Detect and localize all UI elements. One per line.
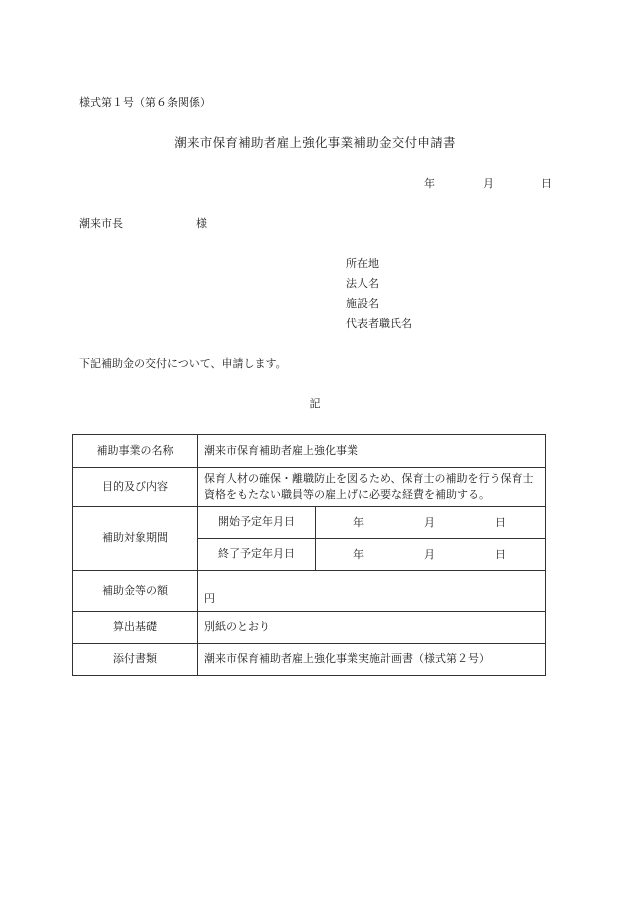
end-day-label: 日 (495, 547, 506, 561)
amount-unit: 円 (204, 591, 215, 605)
table-row (73, 612, 546, 644)
end-date-field[interactable] (316, 539, 546, 571)
period-label: 補助対象期間 (73, 507, 198, 571)
applicant-address-label: 所在地 (346, 257, 379, 270)
date-month-label: 月 (483, 177, 494, 190)
amount-label: 補助金等の額 (73, 571, 198, 612)
purpose-value: 保育人材の確保・離職防止を図るため、保育士の補助を行う保育士資格をもたない職員等の雇上げに必要な経費を補助する。 (198, 468, 546, 507)
table-row (73, 507, 546, 539)
basis-value: 別紙のとおり (198, 612, 546, 644)
grant-details-table (72, 434, 546, 676)
ki-heading: 記 (309, 397, 321, 410)
applicant-facility-label: 施設名 (346, 297, 379, 310)
addressee-honorific: 様 (196, 217, 207, 230)
end-year-label: 年 (353, 547, 364, 561)
amount-field[interactable] (198, 571, 546, 612)
attachments-value: 潮来市保育補助者雇上強化事業実施計画書（様式第２号） (198, 644, 546, 676)
basis-label: 算出基礎 (73, 612, 198, 644)
date-year-label: 年 (424, 177, 435, 190)
end-date-label: 終了予定年月日 (198, 539, 316, 571)
start-year-label: 年 (353, 515, 364, 529)
form-number: 様式第１号（第６条関係） (79, 96, 211, 109)
attachments-label: 添付書類 (73, 644, 198, 676)
addressee-name: 潮来市長 (79, 217, 123, 230)
table-row (73, 644, 546, 676)
project-name-value: 潮来市保育補助者雇上強化事業 (198, 435, 546, 468)
purpose-label: 目的及び内容 (73, 468, 198, 507)
start-day-label: 日 (495, 515, 506, 529)
table-row (73, 435, 546, 468)
application-statement: 下記補助金の交付について、申請します。 (79, 357, 287, 370)
project-name-label: 補助事業の名称 (73, 435, 198, 468)
table-row (73, 571, 546, 612)
document-title: 潮来市保育補助者雇上強化事業補助金交付申請書 (174, 135, 456, 150)
start-month-label: 月 (424, 515, 435, 529)
date-day-label: 日 (541, 177, 552, 190)
start-date-label: 開始予定年月日 (198, 507, 316, 539)
applicant-representative-label: 代表者職氏名 (346, 317, 412, 330)
addressee (79, 217, 207, 230)
start-date-field[interactable] (316, 507, 546, 539)
end-month-label: 月 (424, 547, 435, 561)
applicant-corporation-label: 法人名 (346, 277, 379, 290)
table-row (73, 468, 546, 507)
